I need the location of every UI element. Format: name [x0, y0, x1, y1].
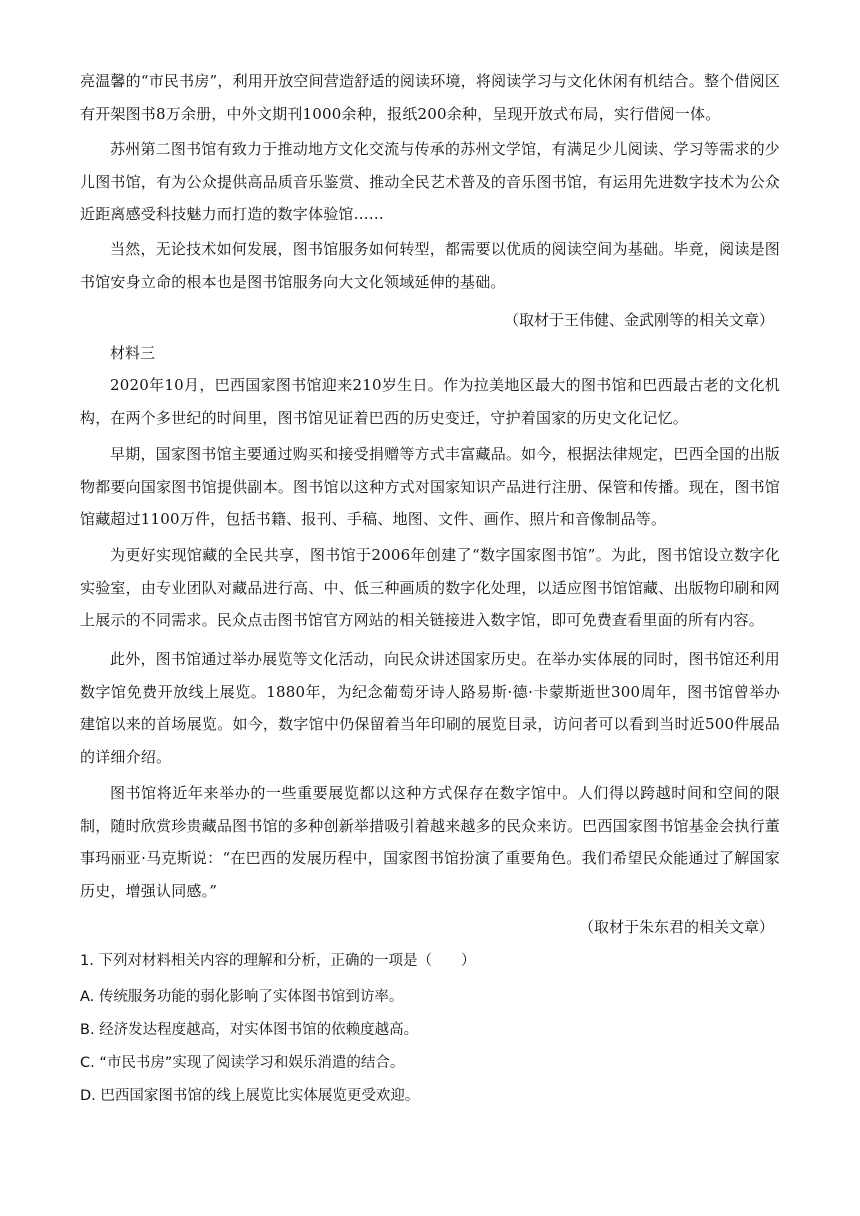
paragraph-collection: 早期，国家图书馆主要通过购买和接受捐赠等方式丰富藏品。如今，根据法律规定，巴西全国的出版物都要向国家图书馆提供副本。图书馆以这种方式对国家知识产品进行注册、保管和传播。现在，图书馆馆藏超过1100万件，包括书籍、报刊、手稿、地图、文件、画作、照片和音像制品等。 [80, 445, 780, 528]
option-a: A. 传统服务功能的弱化影响了实体图书馆到访率。 [80, 989, 404, 1005]
material-three-label: 材料三 [110, 344, 156, 362]
paragraph-digital-exhibitions: 图书馆将近年来举办的一些重要展览都以这种方式保存在数字馆中。人们得以跨越时间和空间的限制，随时欣赏珍贵藏品图书馆的多种创新举措吸引着越来越多的民众来访。巴西国家图书馆基金会执行董事玛丽亚·马克斯说：“在巴西的发展历程中，国家图书馆扮演了重要角色。我们希望民众能通过了解国家历史，增强认同感。” [80, 784, 780, 900]
option-b: B. 经济发达程度越高，对实体图书馆的依赖度越高。 [80, 1022, 419, 1038]
question-stem: 1. 下列对材料相关内容的理解和分析，正确的一项是（ ） [80, 953, 476, 969]
paragraph-digital-library: 为更好实现馆藏的全民共享，图书馆于2006年创建了“数字国家图书馆”。为此，图书馆设立数字化实验室，由专业团队对藏品进行高、中、低三种画质的数字化处理，以适应图书馆馆藏、出版物印刷和网上展示的不同需求。民众点击图书馆官方网站的相关链接进入数字馆，即可免费查看里面的所有内容。 [80, 546, 780, 629]
option-d: D. 巴西国家图书馆的线上展览比实体展览更受欢迎。 [80, 1088, 420, 1104]
source-citation-2: （取材于朱东君的相关文章） [578, 918, 774, 936]
paragraph-shimin-shufang: 亮温馨的“市民书房”，利用开放空间营造舒适的阅读环境，将阅读学习与文化休闲有机结合。整个借阅区有开架图书8万余册，中外文期刊1000余种，报纸200余种，呈现开放式布局，实行借阅一体。 [80, 72, 780, 123]
option-c: C. “市民书房”实现了阅读学习和娱乐消遣的结合。 [80, 1055, 405, 1071]
source-citation-1: （取材于王伟健、金武刚等的相关文章） [503, 311, 774, 329]
paragraph-exhibitions: 此外，图书馆通过举办展览等文化活动，向民众讲述国家历史。在举办实体展的同时，图书馆还利用数字馆免费开放线上展览。1880年，为纪念葡萄牙诗人路易斯·德·卡蒙斯逝世300周年，图书馆曾举办建馆以来的首场展览。如今，数字馆中仍保留着当年印刷的展览目录，访问者可以看到当时近500件展品的详细介绍。 [80, 650, 780, 766]
paragraph-reading-space: 当然，无论技术如何发展，图书馆服务如何转型，都需要以优质的阅读空间为基础。毕竟，阅读是图书馆安身立命的根本也是图书馆服务向大文化领域延伸的基础。 [80, 240, 780, 291]
paragraph-brazil-anniversary: 2020年10月，巴西国家图书馆迎来210岁生日。作为拉美地区最大的图书馆和巴西最古老的文化机构，在两个多世纪的时间里，图书馆见证着巴西的历史变迁，守护着国家的历史文化记忆。 [80, 376, 780, 427]
paragraph-suzhou-library: 苏州第二图书馆有致力于推动地方文化交流与传承的苏州文学馆，有满足少儿阅读、学习等需求的少儿图书馆，有为公众提供高品质音乐鉴赏、推动全民艺术普及的音乐图书馆，有运用先进数字技术为公众近距离感受科技魅力而打造的数字体验馆…… [80, 140, 780, 223]
